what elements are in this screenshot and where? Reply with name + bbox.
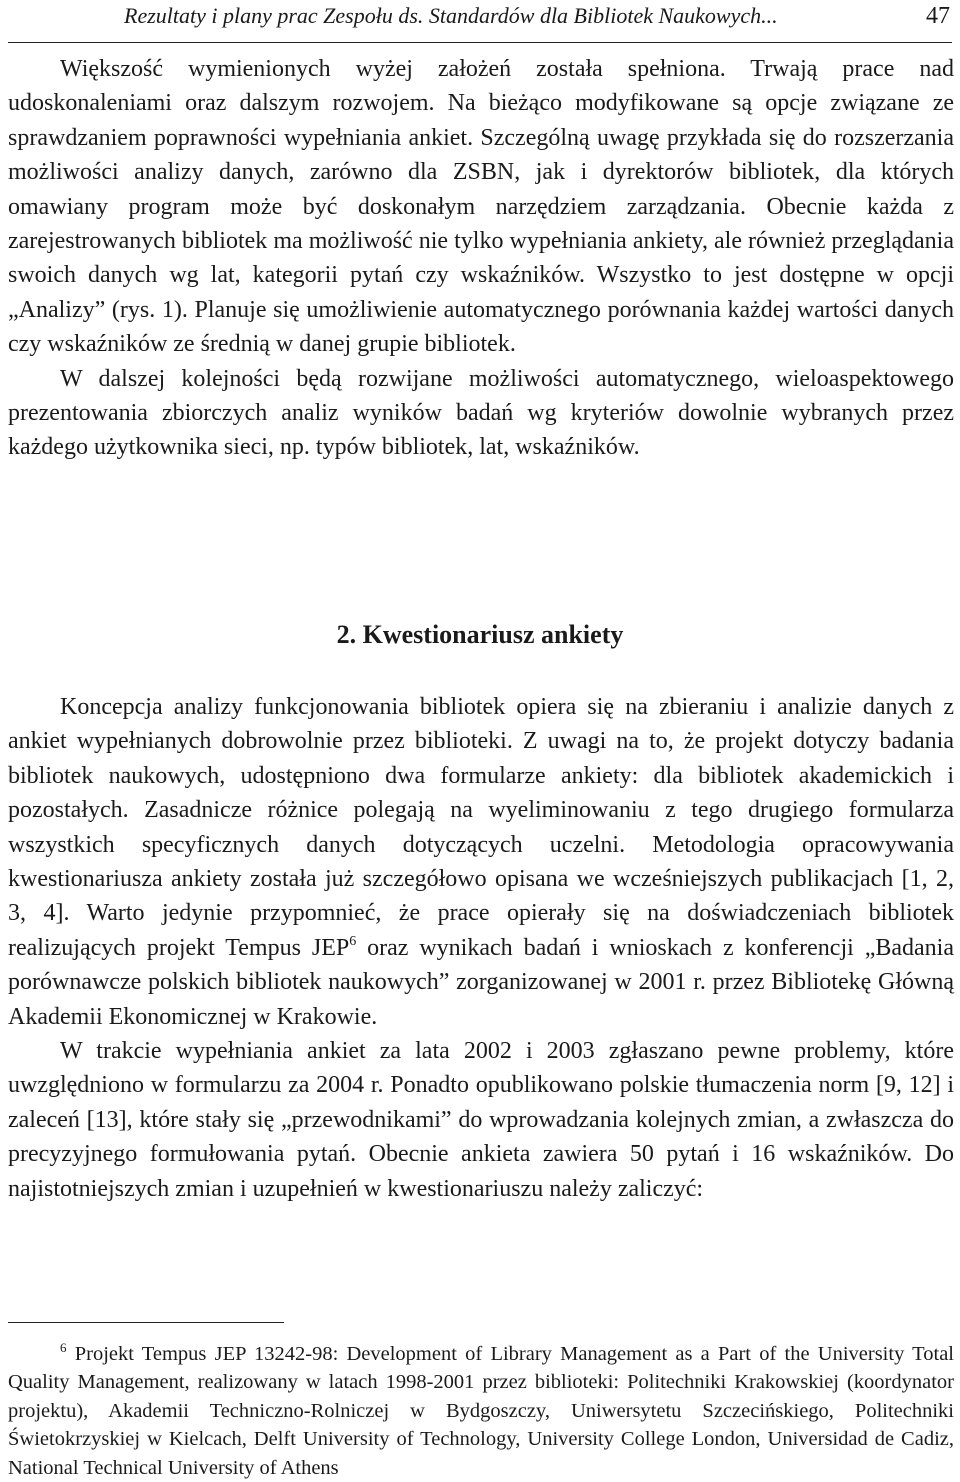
footnote-separator <box>8 1322 284 1323</box>
paragraph-text: Koncepcja analizy funkcjonowania bibliotek opiera się na zbieraniu i analizie danych z ankiet wypełnianych dobrowolnie przez biblioteki. Z uwagi na to, że projekt dotyczy badania bibliotek naukowych, udostępniono dwa formularze ankiety: dla bibliotek akademickich i pozostałych. Zasadnicze różnice polegają na wyeliminowaniu z tego drugiego formularza wszystkich specyficznych danych dotyczących uczelni. Metodologia opracowywania kwestionariusza ankiety została już szczegółowo opisana we wcześniejszych publikacjach [1, 2, 3, 4]. Warto jedynie przypomnieć, że prace opierały się na doświadczeniach bibliotek realizujących projekt Tempus JEP <box>8 694 954 961</box>
section-text-block <box>8 690 954 1206</box>
page-number: 47 <box>926 3 950 29</box>
footnote <box>8 1340 954 1482</box>
paragraph-text: oraz wynikach badań i wnioskach z konferencji „Badania porównawcze polskich bibliotek naukowych” zorganizowanej w 2001 r. przez Bibliotekę Główną Akademii Ekonomicznej w Krakowie. <box>8 934 955 1030</box>
footnote-text: Projekt Tempus JEP 13242-98: Development of Library Management as a Part of the University Total Quality Management, realizowany w latach 1998-2001 przez biblioteki: Politechniki Krakowskiej (koordynator projektu), Akademii Techniczno-Rolniczej w Bydgoszczy, Uniwersytetu Szczecińskiego, Politechniki Świetokrzyskiej w Kielcach, Delft University of Technology, University College London, Universidad de Cadiz, National Technical University of Athens <box>8 1343 955 1479</box>
running-title: Rezultaty i plany prac Zespołu ds. Standardów dla Bibliotek Naukowych... <box>124 3 778 28</box>
paragraph: Większość wymienionych wyżej założeń została spełniona. Trwają prace nad udoskonaleniami oraz dalszym rozwojem. Na bieżąco modyfikowane są opcje związane ze sprawdzaniem poprawności wypełniania ankiet. Szczególną uwagę przykłada się do rozszerzania możliwości analizy danych, zarówno dla ZSBN, jak i dyrektorów bibliotek, dla których omawiany program może być doskonałym narzędziem zarządzania. Obecnie każda z zarejestrowanych bibliotek ma możliwość nie tylko wypełniania ankiety, ale również przeglądania swoich danych wg lat, kategorii pytań czy wskaźników. Wszystko to jest dostępne w opcji „Analizy” (rys. 1). Planuje się umożliwienie automatycznego porównania każdej wartości danych czy wskaźników ze średnią w danej grupie bibliotek. <box>8 56 954 358</box>
paragraph: W trakcie wypełniania ankiet za lata 2002 i 2003 zgłaszano pewne problemy, które uwzględniono w formularzu za 2004 r. Ponadto opublikowano polskie tłumaczenia norm [9, 12] i zaleceń [13], które stały się „przewodnikami” do wprowadzania kolejnych zmian, a zwłaszcza do precyzyjnego formułowania pytań. Obecnie ankieta zawiera 50 pytań i 16 wskaźników. Do najistotniejszych zmian i uzupełnień w kwestionariuszu należy zaliczyć: <box>8 1038 954 1202</box>
intro-text-block <box>8 52 954 465</box>
footnote-number: 6 <box>60 1340 67 1355</box>
page-header <box>8 0 952 43</box>
section-heading: 2. Kwestionariusz ankiety <box>336 620 624 649</box>
paragraph <box>8 690 954 1034</box>
paragraph: W dalszej kolejności będą rozwijane możliwości automatycznego, wieloaspektowego prezentowania zbiorczych analiz wyników badań wg kryteriów dowolnie wybranych przez każdego użytkownika sieci, np. typów bibliotek, lat, wskaźników. <box>8 365 954 461</box>
footnote-reference: 6 <box>349 933 357 949</box>
